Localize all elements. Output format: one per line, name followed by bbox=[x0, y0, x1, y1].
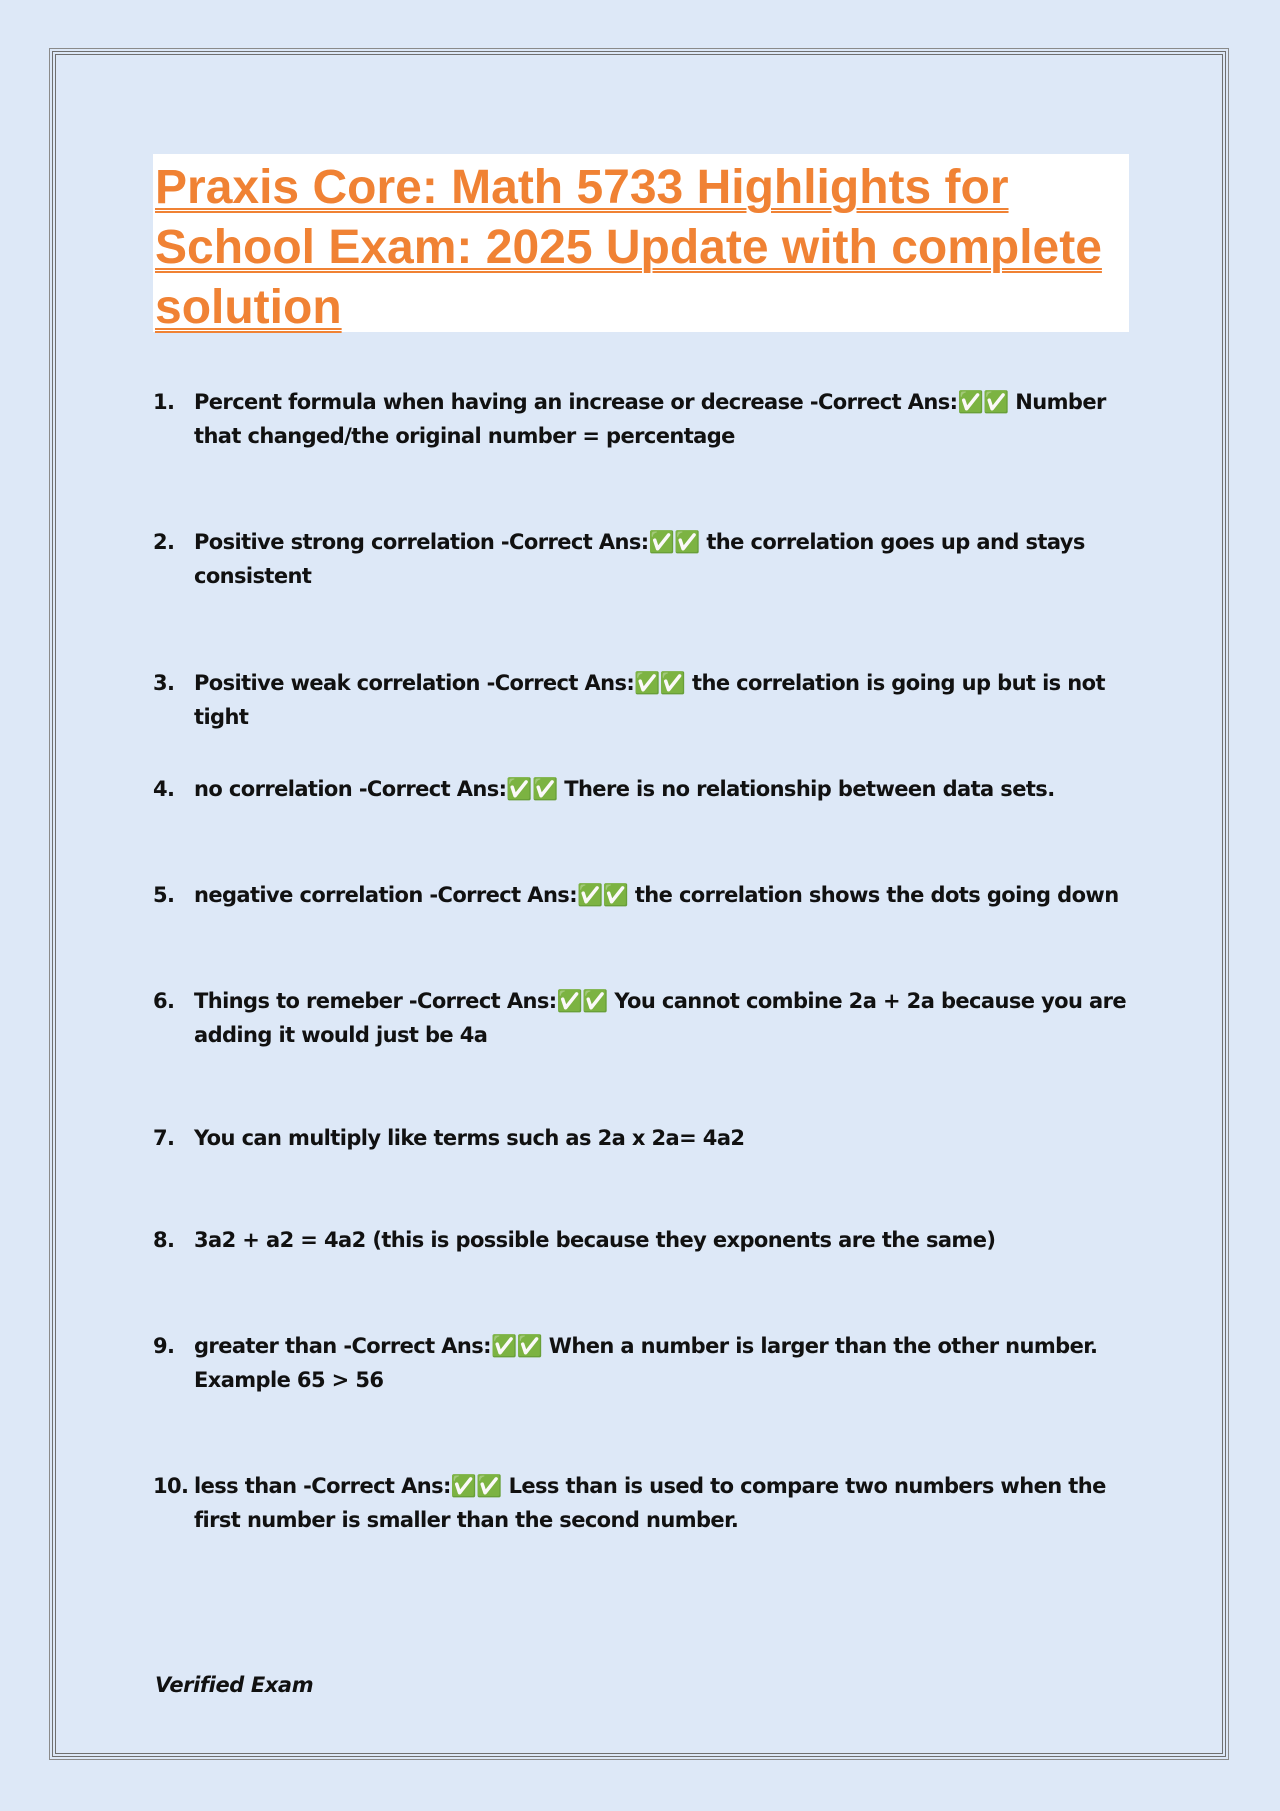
item-text: less than -Correct Ans:✅✅ Less than is used to compare two numbers when the first number is smaller than the second number. bbox=[194, 1474, 1106, 1532]
list-item bbox=[153, 1329, 1133, 1397]
title-box bbox=[153, 154, 1129, 332]
footer-text: Verified Exam bbox=[155, 1673, 314, 1697]
list-item bbox=[153, 772, 1133, 806]
item-number: 9. bbox=[153, 1334, 175, 1358]
item-number: 3. bbox=[153, 671, 175, 695]
item-text: greater than -Correct Ans:✅✅ When a number is larger than the other number. Example 65 > 56 bbox=[194, 1334, 1098, 1392]
item-text: no correlation -Correct Ans:✅✅ There is no relationship between data sets. bbox=[194, 777, 1055, 801]
item-text: Percent formula when having an increase or decrease -Correct Ans:✅✅ Number that changed/the original number = percentage bbox=[194, 390, 1106, 448]
document-title: Praxis Core: Math 5733 Highlights for School Exam: 2025 Update with complete solution bbox=[155, 161, 1102, 334]
list-item bbox=[153, 1223, 1133, 1257]
list-item bbox=[153, 878, 1133, 912]
item-number: 6. bbox=[153, 989, 175, 1013]
list-item bbox=[153, 666, 1133, 734]
list-item bbox=[153, 525, 1133, 593]
item-number: 8. bbox=[153, 1228, 175, 1252]
item-text: You can multiply like terms such as 2a x 2a= 4a2 bbox=[194, 1126, 745, 1150]
item-number: 5. bbox=[153, 883, 175, 907]
item-number: 1. bbox=[153, 390, 175, 414]
item-number: 4. bbox=[153, 777, 175, 801]
item-text: Positive weak correlation -Correct Ans:✅✅ the correlation is going up but is not tight bbox=[194, 671, 1105, 729]
list-item bbox=[153, 1469, 1133, 1537]
item-text: negative correlation -Correct Ans:✅✅ the correlation shows the dots going down bbox=[194, 883, 1119, 907]
item-number: 2. bbox=[153, 530, 175, 554]
item-number: 7. bbox=[153, 1126, 175, 1150]
list-item bbox=[153, 984, 1133, 1052]
item-text: Positive strong correlation -Correct Ans:✅✅ the correlation goes up and stays consistent bbox=[194, 530, 1085, 588]
item-number: 10. bbox=[153, 1474, 189, 1498]
list-item bbox=[153, 1121, 1133, 1155]
item-text: 3a2 + a2 = 4a2 (this is possible because they exponents are the same) bbox=[194, 1228, 996, 1252]
item-text: Things to remeber -Correct Ans:✅✅ You cannot combine 2a + 2a because you are adding it would just be 4a bbox=[194, 989, 1127, 1047]
list-item bbox=[153, 385, 1133, 453]
